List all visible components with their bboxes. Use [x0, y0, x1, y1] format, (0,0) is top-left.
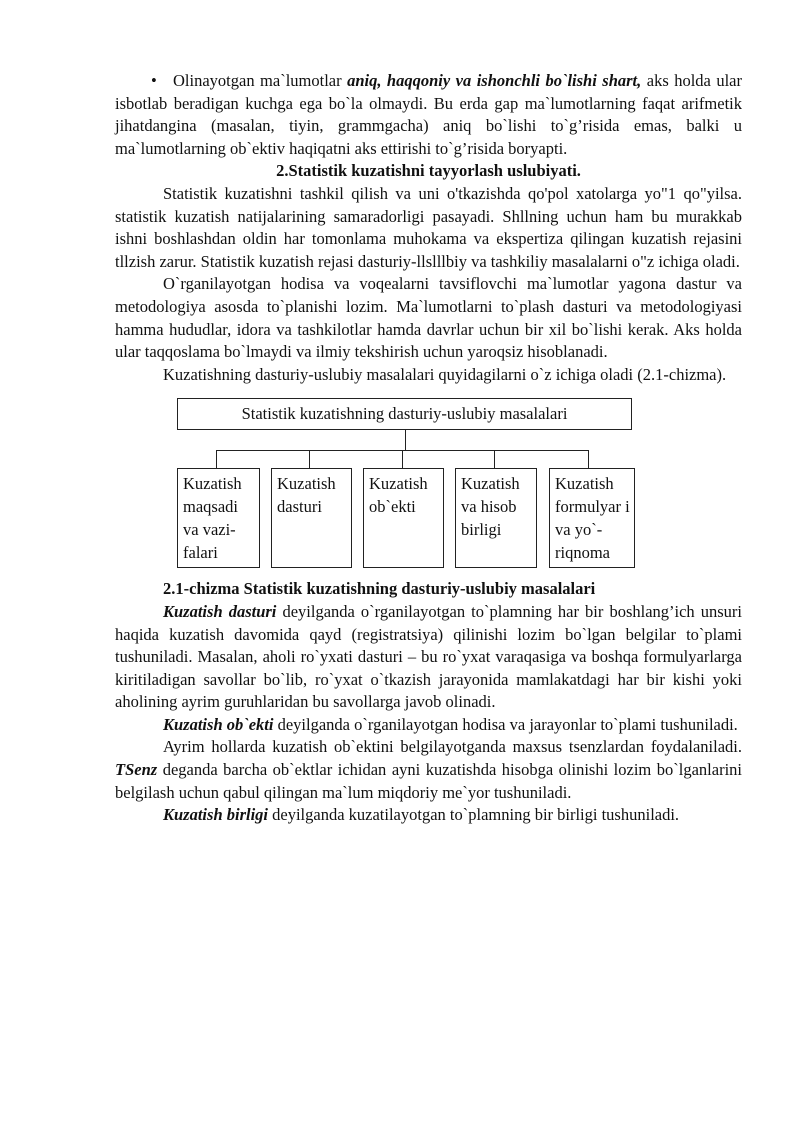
- definition-1: [115, 601, 742, 714]
- paragraph-1: Statistik kuzatishni tashkil qilish va uni o'tkazishda qo'pol xatolarga yo"1 qo"yilsa. statistik kuzatish natijalarining samaradorligi pasayadi. Shllning uchun ham bu murakkab ishni boshlashdan oldin har tomonlama muhokama va ekspertiza qilingan kuzatish rejasini tllzish zarur. Statistik kuzatish rejasi dasturiy-llslllbiy va tashkiliy masalalarni o"z ichiga oladi.: [115, 183, 742, 271]
- bullet-lead: Olinayotgan ma`lumotlar: [173, 71, 348, 90]
- bullet-paragraph: [115, 70, 742, 160]
- definition-2-text: deyilganda o`rganilayotgan hodisa va jarayonlar to`plami tushuniladi.: [273, 714, 738, 734]
- document-page: [115, 70, 742, 827]
- diagram-box-1: Kuzatish maqsadi va vazi-falari: [177, 468, 260, 568]
- connector-drop-5: [588, 450, 589, 468]
- definition-3-term: TSenz: [115, 760, 158, 780]
- diagram: [115, 394, 742, 572]
- definition-4-term: Kuzatish birligi: [163, 805, 269, 825]
- definition-3-text: deganda barcha ob`ektlar ichidan ayni kuzatishda hisobga olinishi lozim bo`lganlarini belgilash uchun qabul qilingan ma`lum miqdoriy me`yor tushuniladi.: [115, 760, 742, 802]
- connector-drop-3: [402, 450, 403, 468]
- diagram-title-box: Statistik kuzatishning dasturiy-uslubiy masalalari: [177, 398, 632, 430]
- definition-3: [115, 736, 742, 804]
- definition-4: [115, 804, 742, 827]
- connector-drop-2: [309, 450, 310, 468]
- definition-3-lead: Ayrim hollarda kuzatish ob`ektini belgilayotganda maxsus tsenzlardan foydalaniladi.: [163, 737, 742, 757]
- paragraph-3: Kuzatishning dasturiy-uslubiy masalalari quyidagilarni o`z ichiga oladi (2.1-chizma).: [163, 364, 727, 384]
- connector-vertical-main: [405, 430, 406, 450]
- connector-drop-1: [216, 450, 217, 468]
- section-heading: 2.Statistik kuzatishni tayyorlash uslubiyati.: [276, 161, 581, 181]
- definition-2-term: Kuzatish ob`ekti: [163, 714, 274, 734]
- definition-2: [115, 714, 742, 737]
- diagram-box-2: Kuzatish dasturi: [271, 468, 352, 568]
- definition-1-text: deyilganda o`rganilayotgan to`plamning har bir boshlang’ich unsuri haqida kuzatish davomida qayd (registratsiya) qilinishi lozim bo`lgan belgilar to`plami tushuniladi. Masalan, aholi ro`yxati dasturi – bu ro`yxat varaqasiga va boshqa formulyarlarga kiritiladigan savollar bo`lib, ro`yxat o`tkazish jarayonida mamlakatdagi har bir kishi yoki aholining ayrim guruhlaridan bu savollarga javob olinadi.: [115, 601, 742, 712]
- bullet-rest: aks holda ular isbotlab beradigan kuchga ega bo`la olmaydi. Bu erda gap ma`lumotlarning faqat arifmetik jihatdangina (masalan, tiyin, grammgacha) aniq bo`lishi to`g’risida emas, balki u ma`lumotlarning ob`ektiv haqiqatni aks ettirishi to`g’risida boryapti.: [115, 71, 742, 158]
- connector-drop-4: [494, 450, 495, 468]
- bullet-icon: •: [151, 71, 157, 90]
- diagram-caption: 2.1-chizma Statistik kuzatishning dasturiy-uslubiy masalalari: [163, 579, 596, 599]
- bullet-emphasis: aniq, haqqoniy va ishonchli bo`lishi shart,: [347, 71, 642, 90]
- diagram-box-3: Kuzatish ob`ekti: [363, 468, 444, 568]
- definition-4-text: deyilganda kuzatilayotgan to`plamning bir birligi tushuniladi.: [268, 805, 680, 825]
- paragraph-2: O`rganilayotgan hodisa va voqealarni tavsiflovchi ma`lumotlar yagona dastur va metodologiya asosda to`planishi lozim. Ma`lumotlarni to`plash dasturi va metodologiyasi hamma hududlar, idora va tashkilotlar hamda davrlar uchun bir xil bo`lishi kerak. Aks holda ular taqqoslama bo`lmaydi va ilmiy tekshirish uchun yaroqsiz hisoblanadi.: [115, 274, 742, 362]
- definition-1-term: Kuzatish dasturi: [163, 601, 277, 621]
- diagram-box-5: Kuzatish formulyar i va yo`-riqnoma: [549, 468, 635, 568]
- diagram-box-4: Kuzatish va hisob birligi: [455, 468, 537, 568]
